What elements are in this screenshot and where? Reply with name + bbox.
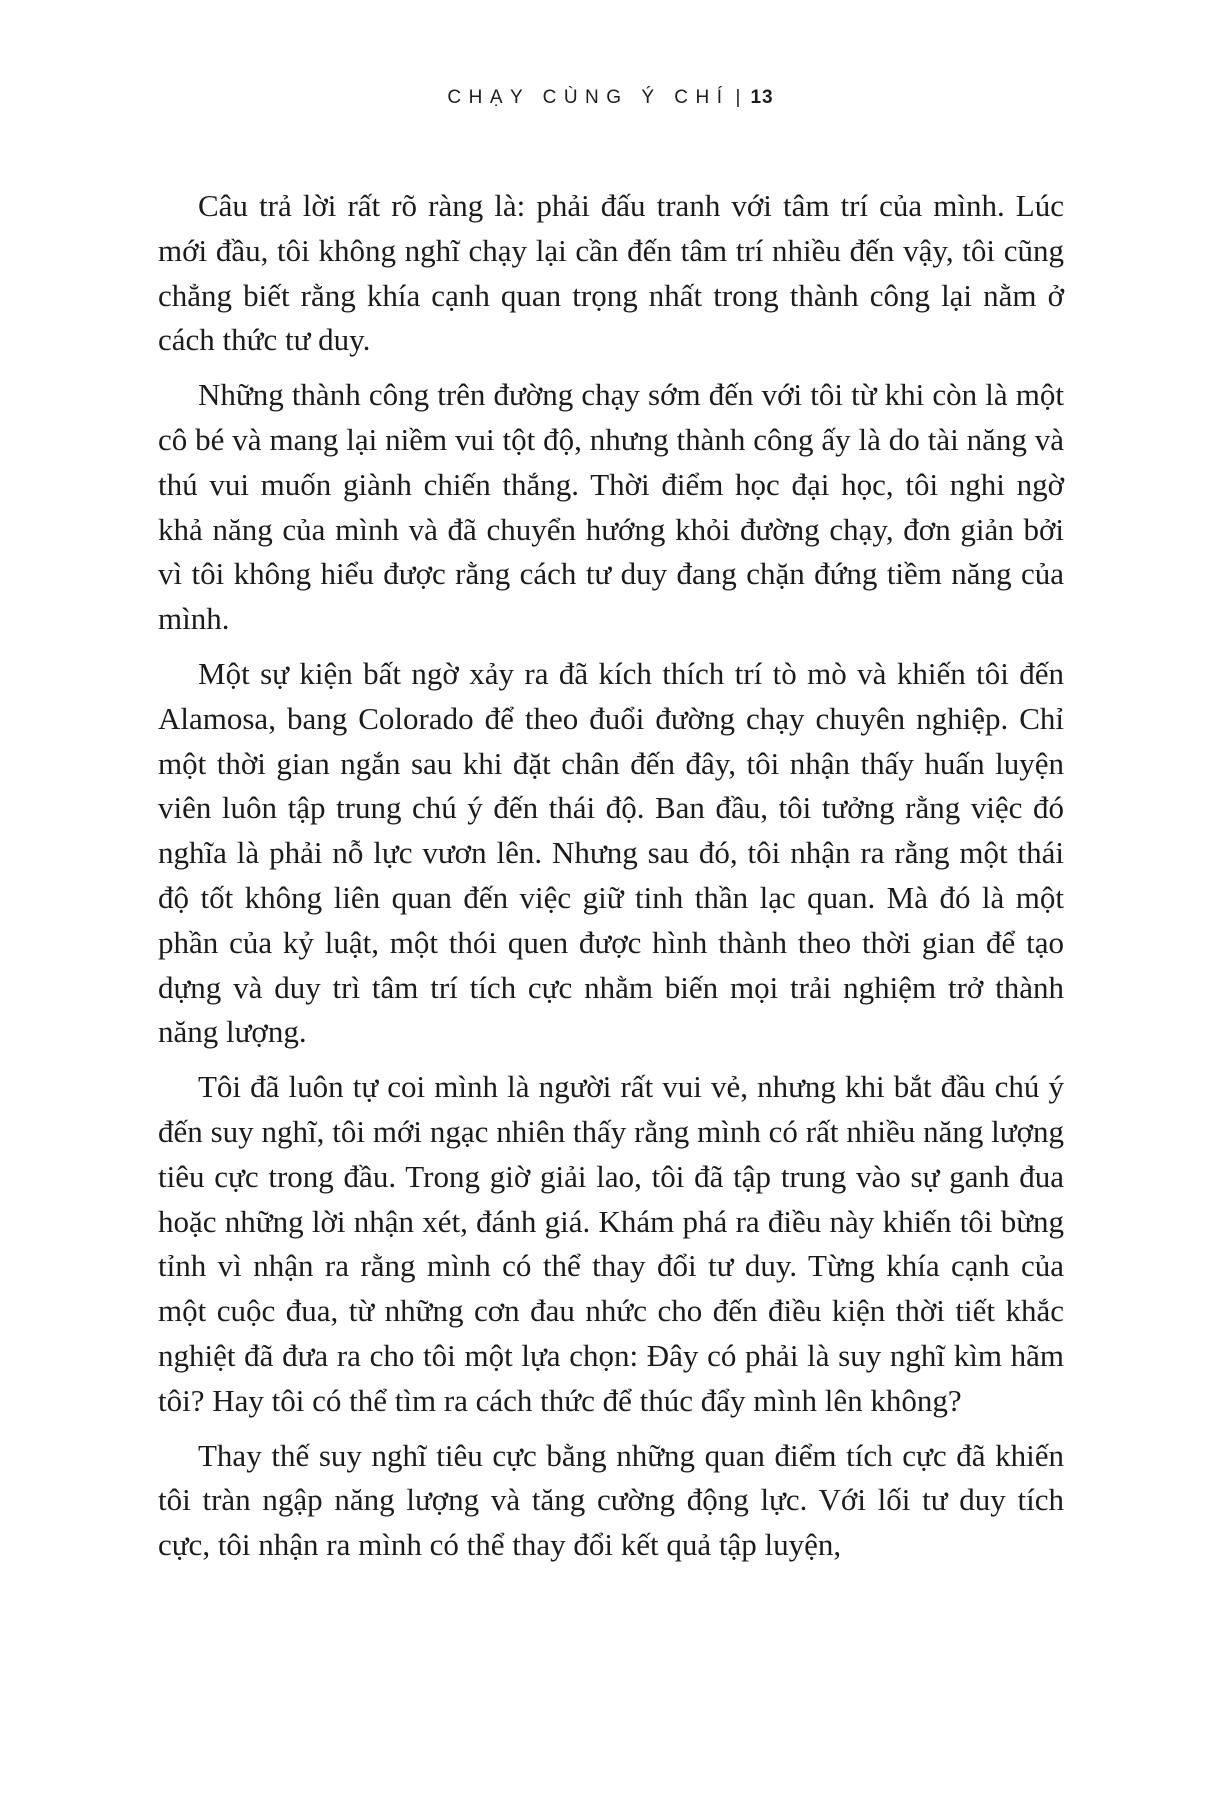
body-text [158, 184, 1064, 1578]
paragraph-2: Những thành công trên đường chạy sớm đến với tôi từ khi còn là một cô bé và mang lại niềm vui tột độ, nhưng thành công ấy là do tài năng và thú vui muốn giành chiến thắng. Thời điểm học đại học, tôi nghi ngờ khả năng của mình và đã chuyển hướng khỏi đường chạy, đơn giản bởi vì tôi không hiểu được rằng cách tư duy đang chặn đứng tiềm năng của mình. [158, 377, 1064, 637]
header-separator: | [735, 87, 741, 108]
running-title: CHẠY CÙNG Ý CHÍ [447, 87, 730, 108]
paragraph-3: Một sự kiện bất ngờ xảy ra đã kích thích trí tò mò và khiến tôi đến Alamosa, bang Colorado để theo đuổi đường chạy chuyên nghiệp. Chỉ một thời gian ngắn sau khi đặt chân đến đây, tôi nhận thấy huấn luyện viên luôn tập trung chú ý đến thái độ. Ban đầu, tôi tưởng rằng việc đó nghĩa là phải nỗ lực vươn lên. Nhưng sau đó, tôi nhận ra rằng một thái độ tốt không liên quan đến việc giữ tinh thần lạc quan. Mà đó là một phần của kỷ luật, một thói quen được hình thành theo thời gian để tạo dựng và duy trì tâm trí tích cực nhằm biến mọi trải nghiệm trở thành năng lượng. [158, 655, 1064, 1050]
paragraph-5: Thay thế suy nghĩ tiêu cực bằng những quan điểm tích cực đã khiến tôi tràn ngập năng lượng và tăng cường động lực. Với lối tư duy tích cực, tôi nhận ra mình có thể thay đổi kết quả tập luyện, [158, 1437, 1064, 1563]
page-number: 13 [750, 87, 774, 108]
paragraph-4: Tôi đã luôn tự coi mình là người rất vui vẻ, nhưng khi bắt đầu chú ý đến suy nghĩ, tôi mới ngạc nhiên thấy rằng mình có rất nhiều năng lượng tiêu cực trong đầu. Trong giờ giải lao, tôi đã tập trung vào sự ganh đua hoặc những lời nhận xét, đánh giá. Khám phá ra điều này khiến tôi bừng tỉnh vì nhận ra rằng mình có thể thay đổi tư duy. Từng khía cạnh của một cuộc đua, từ những cơn đau nhức cho đến điều kiện thời tiết khắc nghiệt đã đưa ra cho tôi một lựa chọn: Đây có phải là suy nghĩ kìm hãm tôi? Hay tôi có thể tìm ra cách thức để thúc đẩy mình lên không? [158, 1069, 1064, 1418]
running-header [0, 86, 1221, 110]
paragraph-1: Câu trả lời rất rõ ràng là: phải đấu tranh với tâm trí của mình. Lúc mới đầu, tôi không nghĩ chạy lại cần đến tâm trí nhiều đến vậy, tôi cũng chẳng biết rằng khía cạnh quan trọng nhất trong thành công lại nằm ở cách thức tư duy. [158, 188, 1064, 358]
